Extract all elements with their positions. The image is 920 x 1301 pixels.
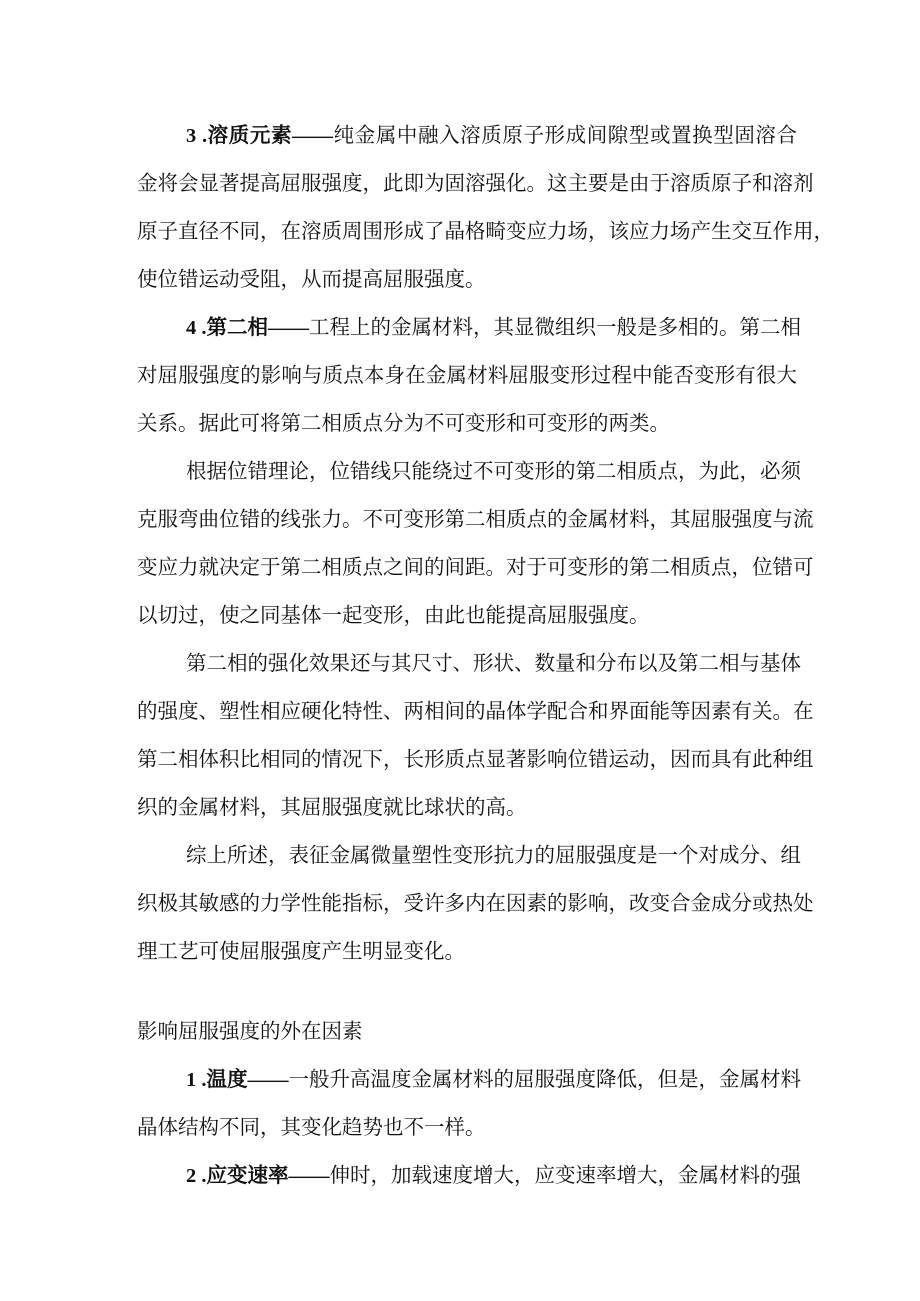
section-label: 1 .温度—— — [186, 1069, 289, 1091]
section-label: 2 .应变速率—— — [186, 1165, 330, 1187]
paragraph-text: 根据位错理论，位错线只能绕过不可变形的第二相质点，为此，必须 — [186, 459, 801, 483]
paragraph-line — [137, 362, 797, 388]
paragraph-text: 关系。据此可将第二相质点分为不可变形和可变形的两类。 — [137, 411, 670, 435]
section-label: 3 .溶质元素—— — [186, 125, 334, 147]
paragraph-text: 织极其敏感的力学性能指标，受许多内在因素的影响，改变合金成分或热处 — [137, 891, 814, 915]
paragraph-line — [137, 602, 797, 628]
paragraph-line — [186, 842, 801, 868]
paragraph-text: 克服弯曲位错的线张力。不可变形第二相质点的金属材料，其屈服强度与流 — [137, 507, 814, 531]
paragraph-line — [137, 1114, 797, 1140]
paragraph-text: 综上所述，表征金属微量塑性变形抗力的屈服强度是一个对成分、组 — [186, 843, 801, 867]
paragraph-text: 一般升高温度金属材料的屈服强度降低，但是，金属材料 — [288, 1067, 801, 1091]
paragraph-line — [137, 938, 797, 964]
paragraph-line — [137, 218, 834, 244]
section-heading: 影响屈服强度的外在因素 — [137, 1019, 363, 1043]
paragraph-text: 伸时，加载速度增大，应变速率增大，金属材料的强 — [329, 1163, 801, 1187]
paragraph-text: 金将会显著提高屈服强度，此即为固溶强化。这主要是由于溶质原子和溶剂 — [137, 171, 814, 195]
paragraph-line — [186, 1162, 801, 1189]
paragraph-line — [137, 746, 814, 772]
paragraph-line — [137, 170, 814, 196]
paragraph-text: 理工艺可使屈服强度产生明显变化。 — [137, 939, 465, 963]
paragraph-line — [137, 698, 814, 724]
paragraph-line — [137, 554, 814, 580]
paragraph-text: 纯金属中融入溶质原子形成间隙型或置换型固溶合 — [333, 123, 798, 147]
paragraph-text: 变应力就决定于第二相质点之间的间距。对于可变形的第二相质点，位错可 — [137, 555, 814, 579]
paragraph-text: 第二相的强化效果还与其尺寸、形状、数量和分布以及第二相与基体 — [186, 651, 801, 675]
paragraph-text: 的强度、塑性相应硬化特性、两相间的晶体学配合和界面能等因素有关。在 — [137, 699, 814, 723]
paragraph-text: 工程上的金属材料，其显微组织一般是多相的。第二相 — [309, 315, 801, 339]
paragraph-line — [186, 650, 801, 676]
paragraph-text: 晶体结构不同，其变化趋势也不一样。 — [137, 1115, 486, 1139]
paragraph-line — [186, 122, 797, 149]
paragraph-line — [186, 458, 801, 484]
paragraph-line — [137, 890, 814, 916]
paragraph-text: 第二相体积比相同的情况下，长形质点显著影响位错运动，因而具有此种组 — [137, 747, 814, 771]
paragraph-line — [137, 794, 797, 820]
paragraph-text: 对屈服强度的影响与质点本身在金属材料屈服变形过程中能否变形有很大 — [137, 363, 797, 387]
paragraph-line — [137, 410, 797, 436]
paragraph-line — [137, 506, 814, 532]
paragraph-text: 使位错运动受阻，从而提高屈服强度。 — [137, 267, 486, 291]
paragraph-text: 织的金属材料，其屈服强度就比球状的高。 — [137, 795, 527, 819]
paragraph-text: 原子直径不同，在溶质周围形成了晶格畸变应力场，该应力场产生交互作用， — [137, 219, 834, 243]
paragraph-line — [186, 314, 801, 341]
paragraph-line — [186, 1066, 801, 1093]
paragraph-line — [137, 266, 797, 292]
section-label: 4 .第二相—— — [186, 317, 309, 339]
paragraph-text: 以切过，使之同基体一起变形，由此也能提高屈服强度。 — [137, 603, 650, 627]
